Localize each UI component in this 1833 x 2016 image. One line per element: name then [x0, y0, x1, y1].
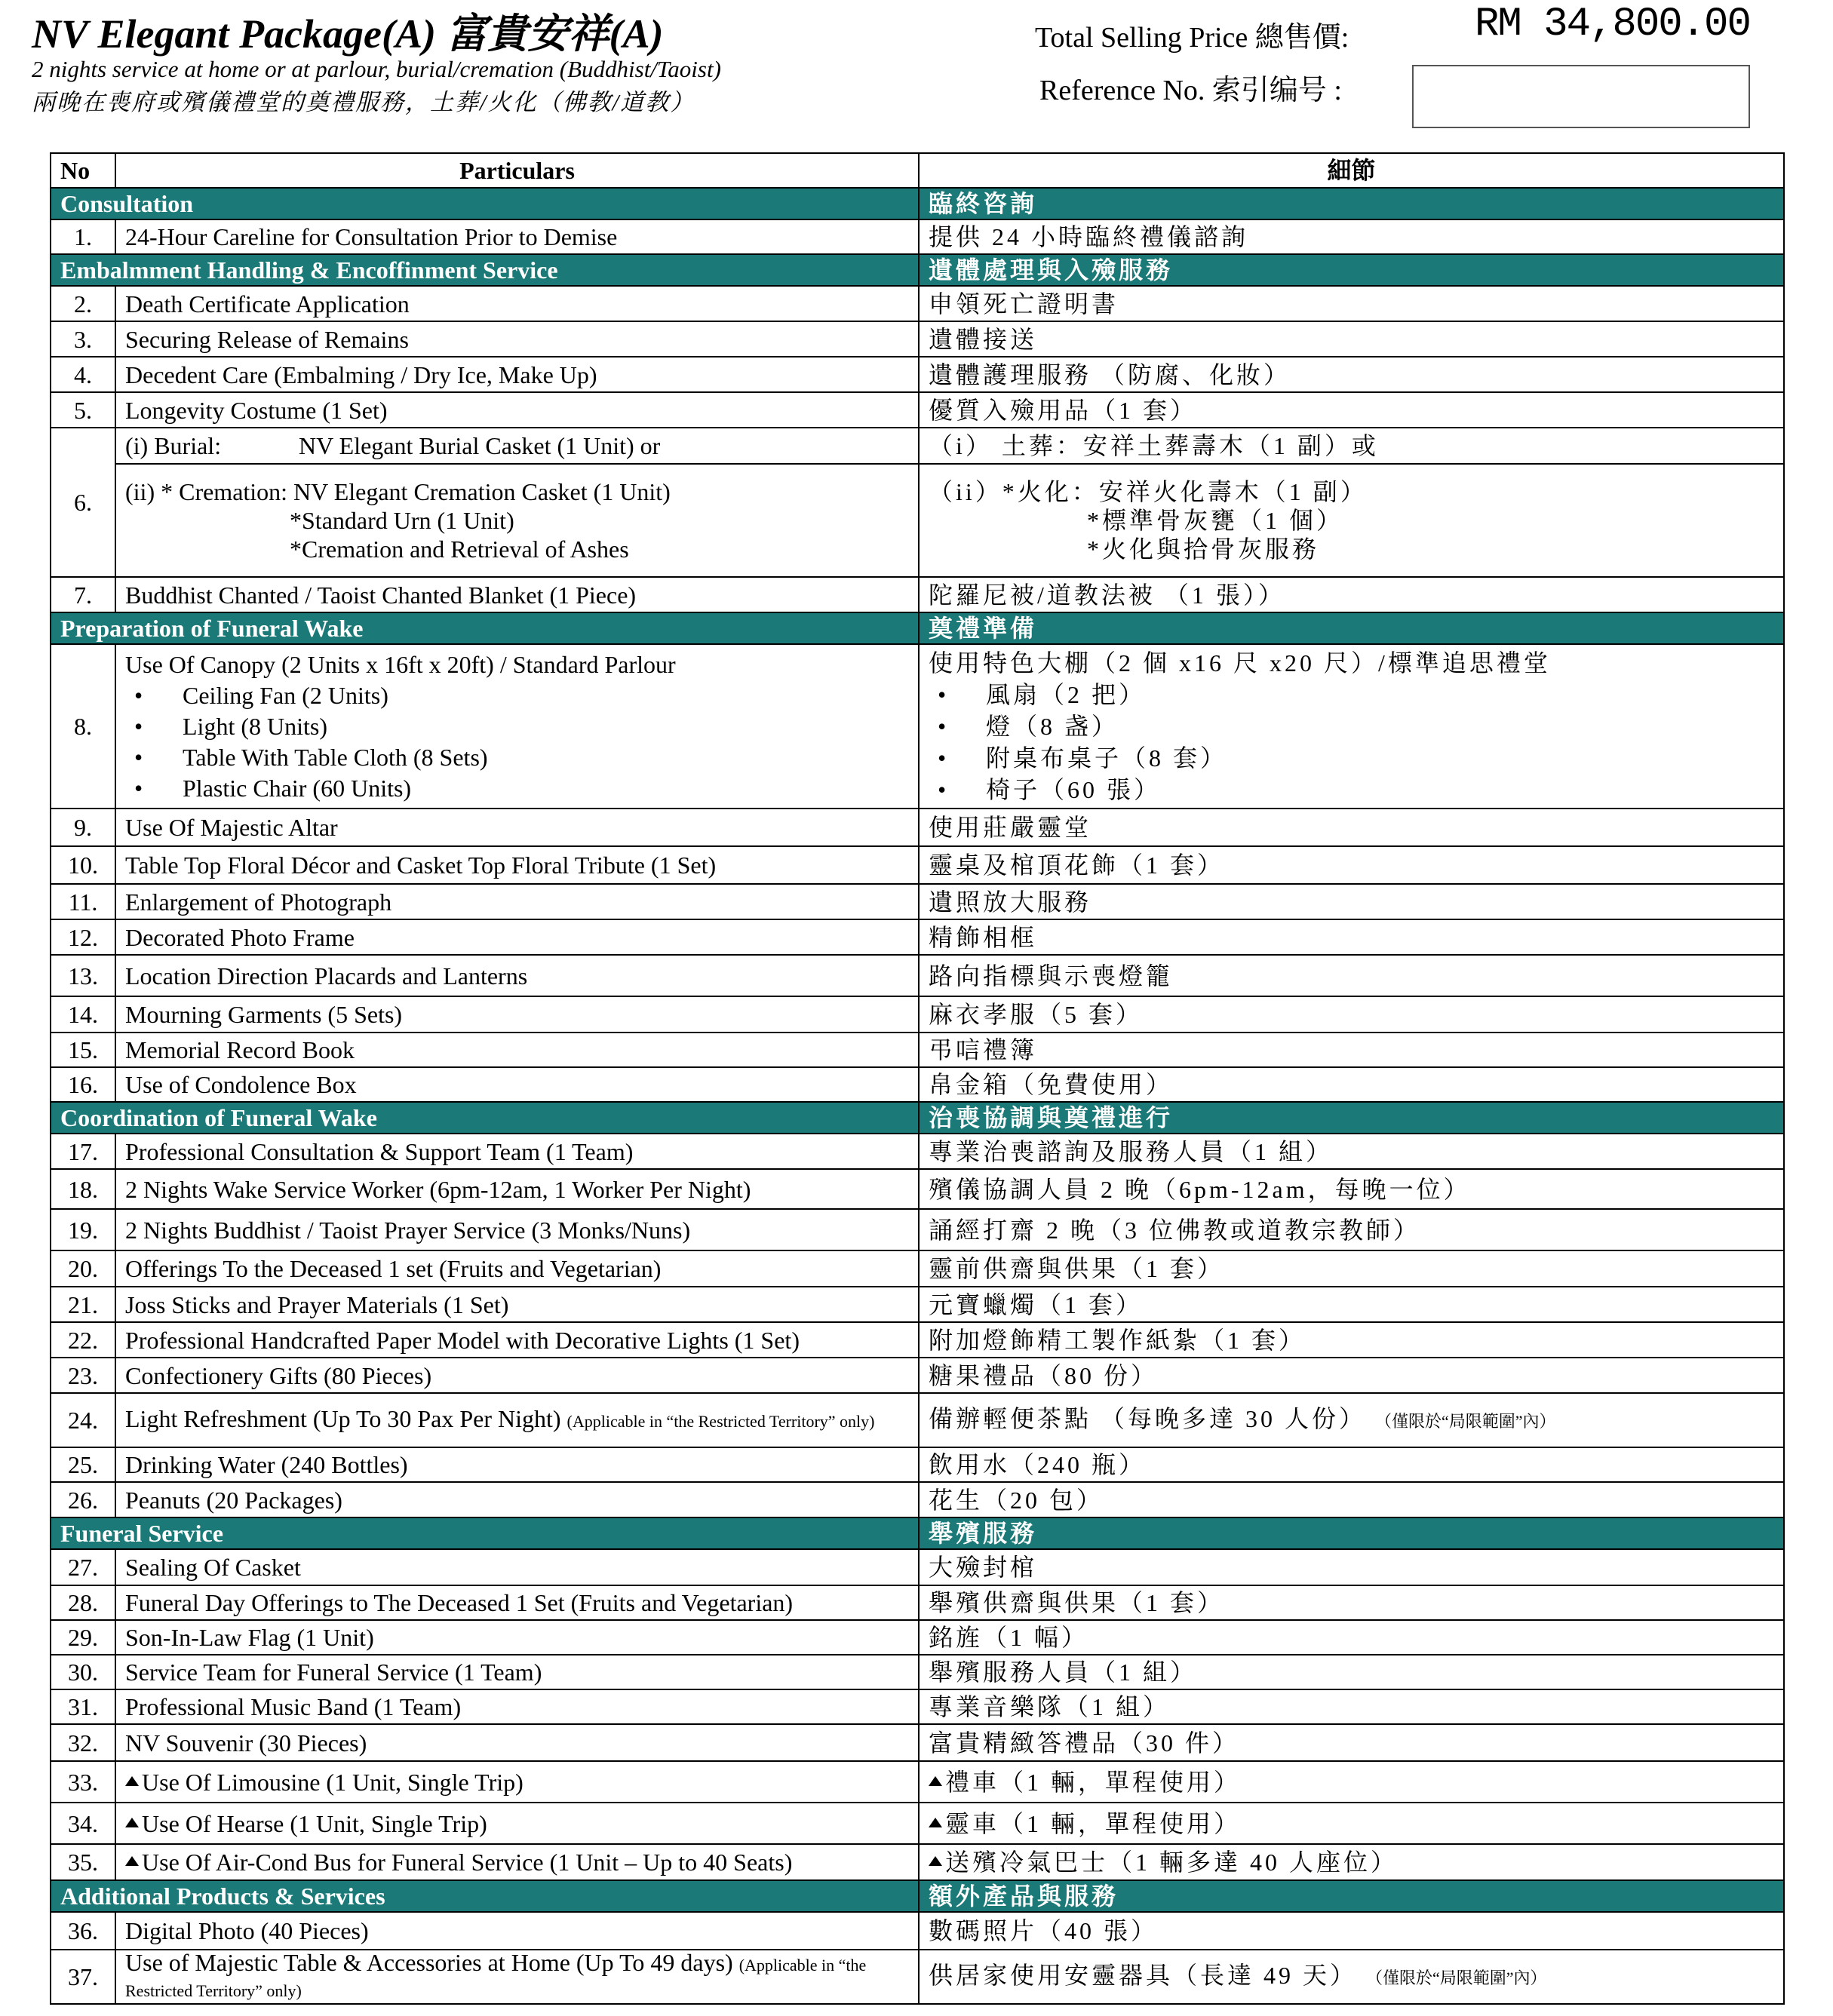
header-no: No [51, 153, 115, 188]
row-chinese: 飲用水（240 瓶） [919, 1447, 1784, 1482]
table-row [51, 644, 1784, 809]
row-number: 29. [51, 1620, 115, 1655]
row-number: 24. [51, 1393, 115, 1447]
list-item: • 風扇（2 把） [929, 679, 1774, 710]
section-title-en: Coordination of Funeral Wake [51, 1102, 919, 1134]
row-particulars: 2 Nights Buddhist / Taoist Prayer Service (3 Monks/Nuns) [115, 1209, 919, 1250]
row-number: 8. [51, 644, 115, 809]
row-chinese [919, 1950, 1784, 2004]
section-title-en: Funeral Service [51, 1517, 919, 1549]
canopy-item-zh: 使用特色大棚（2 個 x16 尺 x20 尺）/標準追思禮堂 [929, 649, 1551, 677]
row-number: 33. [51, 1761, 115, 1803]
row-number: 25. [51, 1447, 115, 1482]
row-particulars [115, 1803, 919, 1844]
row-chinese [919, 1844, 1784, 1880]
row-number: 30. [51, 1655, 115, 1689]
row-chinese: 路向指標與示喪燈籠 [919, 955, 1784, 996]
row-number: 3. [51, 321, 115, 357]
cremation-urn: *Standard Urn (1 Unit) [290, 507, 514, 534]
triangle-up-icon [125, 1776, 139, 1786]
row-chinese [919, 644, 1784, 809]
bus-text: Use Of Air-Cond Bus for Funeral Service (1 Unit – Up to 40 Seats) [142, 1849, 793, 1876]
row-particulars: Service Team for Funeral Service (1 Team) [115, 1655, 919, 1689]
triangle-up-icon [125, 1856, 139, 1866]
row-chinese: 使用莊嚴靈堂 [919, 809, 1784, 846]
table-header-row [51, 153, 1784, 188]
list-item: • 燈（8 盏） [929, 710, 1774, 742]
table-row [51, 577, 1784, 612]
table-row [51, 1761, 1784, 1803]
row-number: 18. [51, 1169, 115, 1209]
table-row-cremation [51, 464, 1784, 577]
section-coordination [51, 1102, 1784, 1134]
table-row [51, 1689, 1784, 1724]
row-chinese: 元寶蠟燭（1 套） [919, 1287, 1784, 1322]
table-row [51, 1250, 1784, 1287]
canopy-item: Use Of Canopy (2 Units x 16ft x 20ft) / Standard Parlour [125, 650, 676, 678]
list-item: • Ceiling Fan (2 Units) [125, 680, 909, 711]
row-number: 5. [51, 392, 115, 428]
row-chinese: 帛金箱（免費使用） [919, 1067, 1784, 1102]
table-row [51, 321, 1784, 357]
row-number: 15. [51, 1033, 115, 1067]
row-particulars [115, 644, 919, 809]
row-chinese-cremation [919, 464, 1784, 577]
table-row [51, 1393, 1784, 1447]
table-row [51, 286, 1784, 321]
table-row [51, 392, 1784, 428]
table-row [51, 1655, 1784, 1689]
row-chinese: 富貴精緻答禮品（30 件） [919, 1724, 1784, 1761]
row-chinese: 靈前供齋與供果（1 套） [919, 1250, 1784, 1287]
row-chinese: 麻衣孝服（5 套） [919, 996, 1784, 1033]
row-chinese-burial: （i） 土葬：安祥土葬壽木（1 副）或 [919, 428, 1784, 464]
table-row [51, 1585, 1784, 1620]
row-particulars [115, 1761, 919, 1803]
row-number: 36. [51, 1912, 115, 1950]
row-number: 2. [51, 286, 115, 321]
row-particulars-burial [115, 428, 919, 464]
row-number: 9. [51, 809, 115, 846]
table-row [51, 1033, 1784, 1067]
table-row [51, 884, 1784, 919]
table-row [51, 1549, 1784, 1585]
section-funeral-service [51, 1517, 1784, 1549]
list-item: • 椅子（60 張） [929, 774, 1774, 805]
row-particulars: 2 Nights Wake Service Worker (6pm-12am, 1 Worker Per Night) [115, 1169, 919, 1209]
row-number: 1. [51, 219, 115, 254]
row-number: 11. [51, 884, 115, 919]
row-particulars: Memorial Record Book [115, 1033, 919, 1067]
cremation-casket-zh: （ii）*火化：安祥火化壽木（1 副） [929, 478, 1368, 505]
table-row [51, 919, 1784, 955]
price-value: RM 34,800.00 [1475, 2, 1750, 48]
list-item: • Plastic Chair (60 Units) [125, 773, 909, 804]
price-label: Total Selling Price 總售價: [1035, 22, 1349, 54]
cremation-ashes-zh: *火化與拾骨灰服務 [1087, 535, 1320, 563]
table-row [51, 955, 1784, 996]
row-number: 22. [51, 1322, 115, 1358]
table-row [51, 809, 1784, 846]
row-particulars: Professional Handcrafted Paper Model with Decorative Lights (1 Set) [115, 1322, 919, 1358]
section-title-zh: 治喪協調與奠禮進行 [919, 1102, 1784, 1134]
table-row [51, 1134, 1784, 1169]
row-chinese: 舉殯服務人員（1 組） [919, 1655, 1784, 1689]
row-chinese: 優質入殮用品（1 套） [919, 392, 1784, 428]
table-row [51, 1447, 1784, 1482]
row-particulars: NV Souvenir (30 Pieces) [115, 1724, 919, 1761]
list-item: • Light (8 Units) [125, 711, 909, 742]
row-chinese: 專業音樂隊（1 組） [919, 1689, 1784, 1724]
table-row [51, 1482, 1784, 1517]
row-particulars: Offerings To the Deceased 1 set (Fruits and Vegetarian) [115, 1250, 919, 1287]
row-chinese [919, 1761, 1784, 1803]
table-row [51, 357, 1784, 392]
particulars-table [50, 152, 1785, 2005]
triangle-up-icon [125, 1818, 139, 1827]
table-row [51, 1620, 1784, 1655]
row-particulars [115, 1393, 919, 1447]
limousine-text: Use Of Limousine (1 Unit, Single Trip) [142, 1768, 523, 1796]
row-number: 14. [51, 996, 115, 1033]
row-chinese [919, 1803, 1784, 1844]
section-embalmment [51, 254, 1784, 286]
row-chinese: 靈桌及棺頂花飾（1 套） [919, 846, 1784, 884]
row-particulars [115, 1844, 919, 1880]
row-particulars: Securing Release of Remains [115, 321, 919, 357]
table-row [51, 846, 1784, 884]
row-particulars [115, 1950, 919, 2004]
row-number: 28. [51, 1585, 115, 1620]
row-particulars: Son-In-Law Flag (1 Unit) [115, 1620, 919, 1655]
row-number: 4. [51, 357, 115, 392]
row-particulars: Digital Photo (40 Pieces) [115, 1912, 919, 1950]
row-chinese: 遺體接送 [919, 321, 1784, 357]
row-particulars: Use Of Majestic Altar [115, 809, 919, 846]
limousine-text-zh: 禮車（1 輛，單程使用） [945, 1768, 1242, 1796]
table-row-burial [51, 428, 1784, 464]
row-chinese: 弔唁禮簿 [919, 1033, 1784, 1067]
table-row [51, 1724, 1784, 1761]
row-particulars: Funeral Day Offerings to The Deceased 1 Set (Fruits and Vegetarian) [115, 1585, 919, 1620]
section-additional [51, 1880, 1784, 1912]
hearse-text: Use Of Hearse (1 Unit, Single Trip) [142, 1809, 487, 1837]
row-particulars: Death Certificate Application [115, 286, 919, 321]
row-chinese: 附加燈飾精工製作紙紮（1 套） [919, 1322, 1784, 1358]
row-number: 34. [51, 1803, 115, 1844]
row-number: 26. [51, 1482, 115, 1517]
row-number: 12. [51, 919, 115, 955]
refreshment-text-zh: 備辦輕便茶點 （每晚多達 30 人份） [929, 1405, 1367, 1432]
row-particulars: Sealing Of Casket [115, 1549, 919, 1585]
table-row [51, 1067, 1784, 1102]
cremation-ashes: *Cremation and Retrieval of Ashes [290, 535, 629, 563]
row-chinese: 專業治喪諮詢及服務人員（1 組） [919, 1134, 1784, 1169]
row-number: 35. [51, 1844, 115, 1880]
row-chinese: 精飾相框 [919, 919, 1784, 955]
bus-text-zh: 送殯冷氣巴士（1 輛多達 40 人座位） [945, 1849, 1399, 1876]
list-item: • 附桌布桌子（8 套） [929, 742, 1774, 774]
restricted-territory-note-zh: （僅限於“局限範圍”內） [1375, 1412, 1556, 1431]
table-row [51, 1844, 1784, 1880]
row-chinese: 數碼照片（40 張） [919, 1912, 1784, 1950]
restricted-territory-note: (Applicable in “the Restricted Territory” only) [125, 1956, 867, 2000]
row-particulars: Location Direction Placards and Lanterns [115, 955, 919, 996]
section-title-en: Consultation [51, 188, 919, 219]
table-row [51, 1322, 1784, 1358]
row-chinese: 遺體護理服務 （防腐、化妝） [919, 357, 1784, 392]
package-subtitle-zh: 兩晚在喪府或殯儀禮堂的奠禮服務，土葬/火化（佛教/道教） [32, 89, 695, 115]
triangle-up-icon [929, 1818, 942, 1827]
header-particulars: Particulars [115, 153, 919, 188]
row-chinese: 提供 24 小時臨終禮儀諮詢 [919, 219, 1784, 254]
reference-number-field[interactable] [1412, 65, 1750, 128]
refreshment-text: Light Refreshment (Up To 30 Pax Per Night) [125, 1405, 561, 1432]
table-row [51, 1950, 1784, 2004]
row-number: 27. [51, 1549, 115, 1585]
restricted-territory-note-zh: （僅限於“局限範圍”內） [1366, 1968, 1547, 1987]
reference-label: Reference No. 索引编号 : [1039, 75, 1342, 106]
table-row [51, 1209, 1784, 1250]
burial-label: (i) Burial: [125, 432, 222, 459]
table-row [51, 219, 1784, 254]
row-number: 23. [51, 1358, 115, 1393]
triangle-up-icon [929, 1856, 942, 1866]
row-number: 7. [51, 577, 115, 612]
table-row [51, 1287, 1784, 1322]
row-number: 6. [51, 428, 115, 577]
row-particulars: Drinking Water (240 Bottles) [115, 1447, 919, 1482]
table-row [51, 1358, 1784, 1393]
table-row [51, 996, 1784, 1033]
row-number: 10. [51, 846, 115, 884]
row-chinese [919, 1393, 1784, 1447]
row-number: 32. [51, 1724, 115, 1761]
row-particulars: Mourning Garments (5 Sets) [115, 996, 919, 1033]
majestic-table-text: Use of Majestic Table & Accessories at Home (Up To 49 days) [125, 1949, 733, 1976]
row-particulars: Table Top Floral Décor and Casket Top Floral Tribute (1 Set) [115, 846, 919, 884]
row-particulars: Enlargement of Photograph [115, 884, 919, 919]
package-title: NV Elegant Package(A) 富貴安祥(A) [32, 11, 664, 57]
list-item: • Table With Table Cloth (8 Sets) [125, 742, 909, 773]
row-particulars: Professional Music Band (1 Team) [115, 1689, 919, 1724]
section-title-en: Additional Products & Services [51, 1880, 919, 1912]
row-chinese: 花生（20 包） [919, 1482, 1784, 1517]
row-number: 31. [51, 1689, 115, 1724]
row-particulars: 24-Hour Careline for Consultation Prior to Demise [115, 219, 919, 254]
row-particulars-cremation [115, 464, 919, 577]
section-title-zh: 臨終咨詢 [919, 188, 1784, 219]
row-particulars: Joss Sticks and Prayer Materials (1 Set) [115, 1287, 919, 1322]
table-row [51, 1912, 1784, 1950]
row-chinese: 申領死亡證明書 [919, 286, 1784, 321]
section-preparation [51, 612, 1784, 644]
row-number: 20. [51, 1250, 115, 1287]
triangle-up-icon [929, 1776, 942, 1786]
section-title-zh: 奠禮準備 [919, 612, 1784, 644]
row-particulars: Peanuts (20 Packages) [115, 1482, 919, 1517]
row-number: 17. [51, 1134, 115, 1169]
row-number: 13. [51, 955, 115, 996]
section-title-en: Preparation of Funeral Wake [51, 612, 919, 644]
row-number: 16. [51, 1067, 115, 1102]
row-particulars: Confectionery Gifts (80 Pieces) [115, 1358, 919, 1393]
row-particulars: Use of Condolence Box [115, 1067, 919, 1102]
section-title-zh: 額外產品與服務 [919, 1880, 1784, 1912]
section-consultation [51, 188, 1784, 219]
row-chinese: 銘旌（1 幅） [919, 1620, 1784, 1655]
row-chinese: 陀羅尼被/道教法被 （1 張）） [919, 577, 1784, 612]
table-row [51, 1803, 1784, 1844]
row-number: 37. [51, 1950, 115, 2004]
row-chinese: 舉殯供齋與供果（1 套） [919, 1585, 1784, 1620]
cremation-urn-zh: *標準骨灰甕（1 個） [1087, 507, 1344, 534]
section-title-zh: 遺體處理與入殮服務 [919, 254, 1784, 286]
row-particulars: Professional Consultation & Support Team (1 Team) [115, 1134, 919, 1169]
hearse-text-zh: 靈車（1 輛，單程使用） [945, 1809, 1242, 1837]
table-row [51, 1169, 1784, 1209]
cremation-casket: (ii) * Cremation: NV Elegant Cremation Casket (1 Unit) [125, 478, 671, 505]
row-chinese: 殯儀協調人員 2 晚（6pm-12am，每晚一位） [919, 1169, 1784, 1209]
row-chinese: 誦經打齋 2 晚（3 位佛教或道教宗教師） [919, 1209, 1784, 1250]
row-particulars: Longevity Costume (1 Set) [115, 392, 919, 428]
restricted-territory-note: (Applicable in “the Restricted Territory” only) [566, 1412, 875, 1431]
row-number: 21. [51, 1287, 115, 1322]
section-title-en: Embalmment Handling & Encoffinment Service [51, 254, 919, 286]
header-chinese: 細節 [919, 153, 1784, 188]
row-particulars: Decedent Care (Embalming / Dry Ice, Make Up) [115, 357, 919, 392]
row-chinese: 大殮封棺 [919, 1549, 1784, 1585]
section-title-zh: 舉殯服務 [919, 1517, 1784, 1549]
row-chinese: 糖果禮品（80 份） [919, 1358, 1784, 1393]
row-number: 19. [51, 1209, 115, 1250]
row-particulars: Decorated Photo Frame [115, 919, 919, 955]
row-chinese: 遺照放大服務 [919, 884, 1784, 919]
package-subtitle-en: 2 nights service at home or at parlour, burial/cremation (Buddhist/Taoist) [32, 56, 721, 82]
majestic-table-text-zh: 供居家使用安靈器具（長達 49 天） [929, 1962, 1358, 1989]
row-particulars: Buddhist Chanted / Taoist Chanted Blanket (1 Piece) [115, 577, 919, 612]
burial-casket: NV Elegant Burial Casket (1 Unit) or [299, 432, 661, 459]
